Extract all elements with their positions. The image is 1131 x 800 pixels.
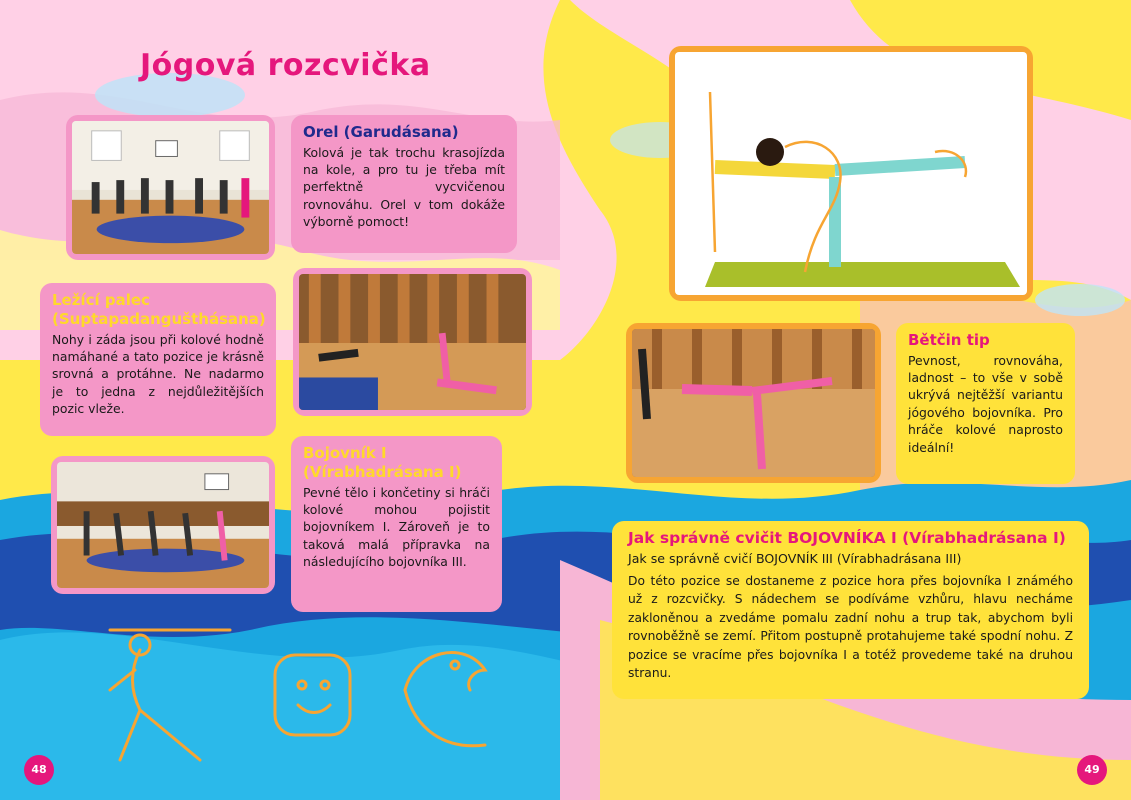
photo-girl-warrior-three — [626, 323, 881, 483]
card-howto — [612, 521, 1089, 699]
card-orel — [291, 115, 517, 253]
card-tip — [896, 323, 1075, 484]
card-bojovnik-heading: Bojovník I (Vírabhadrásana I) — [303, 444, 462, 481]
card-palec-heading: Ležící palec (Suptapadangušthásana) — [52, 291, 266, 328]
photo-warrior-group — [51, 456, 275, 594]
bicycle-helmet-doodle-icon — [260, 640, 370, 760]
card-howto-subheading: Jak se správně cvičí BOJOVNÍK III (Vírabhadrásana III) — [628, 551, 962, 567]
card-tip-heading: Bětčin tip — [908, 331, 990, 349]
eagle-doodle-icon — [385, 630, 505, 760]
card-bojovnik — [291, 436, 502, 612]
card-bojovnik-text: Pevné tělo i končetiny si hráči kolové mohou pojistit bojovníkem I. Zároveň je to taková malá přípravka na následujícího bojovníka III. — [303, 484, 490, 569]
card-palec-text: Nohy i záda jsou při kolové hodně namáhané a tato pozice je krásně srovná a protáhne. Ne nadarmo je to jedna z nejdůležitějších pozic vleže. — [52, 331, 264, 416]
card-palec — [40, 283, 276, 436]
card-orel-heading: Orel (Garudásana) — [303, 123, 459, 141]
card-howto-heading: Jak správně cvičit BOJOVNÍKA I (Vírabhadrásana I) — [628, 529, 1066, 547]
photo-warrior-three — [669, 46, 1033, 301]
page-number-left: 48 — [24, 755, 54, 785]
page-number-right: 49 — [1077, 755, 1107, 785]
photo-lying-toe — [293, 268, 532, 416]
photo-eagle-group — [66, 115, 275, 260]
page-title: Jógová rozcvička — [140, 48, 431, 83]
warrior-doodle-icon — [80, 610, 240, 770]
card-howto-text: Do této pozice se dostaneme z pozice hora přes bojovníka I známého už z rozcvičky. S nádechem se podíváme vzhůru, hlavu necháme zakloněnou a zvedáme pomalu zadní nohu a trup tak, abychom byli rovnoběžně se zemí. Přitom postupně protahujeme také spodní nohu. Z pozice se vracíme přes bojovníka I a totéž provedeme také na druhou stranu. — [628, 574, 1073, 681]
card-orel-text: Kolová je tak trochu krasojízda na kole, a pro tu je třeba mít perfektně vycvičenou rovnováhu. Orel v tom dokáže výborně pomoct! — [303, 144, 505, 230]
card-tip-text: Pevnost, rovnováha, ladnost – to vše v sobě ukrývá nejtěžší variantu jógového bojovníka. Pro hráče kolové naprosto ideální! — [908, 352, 1063, 455]
